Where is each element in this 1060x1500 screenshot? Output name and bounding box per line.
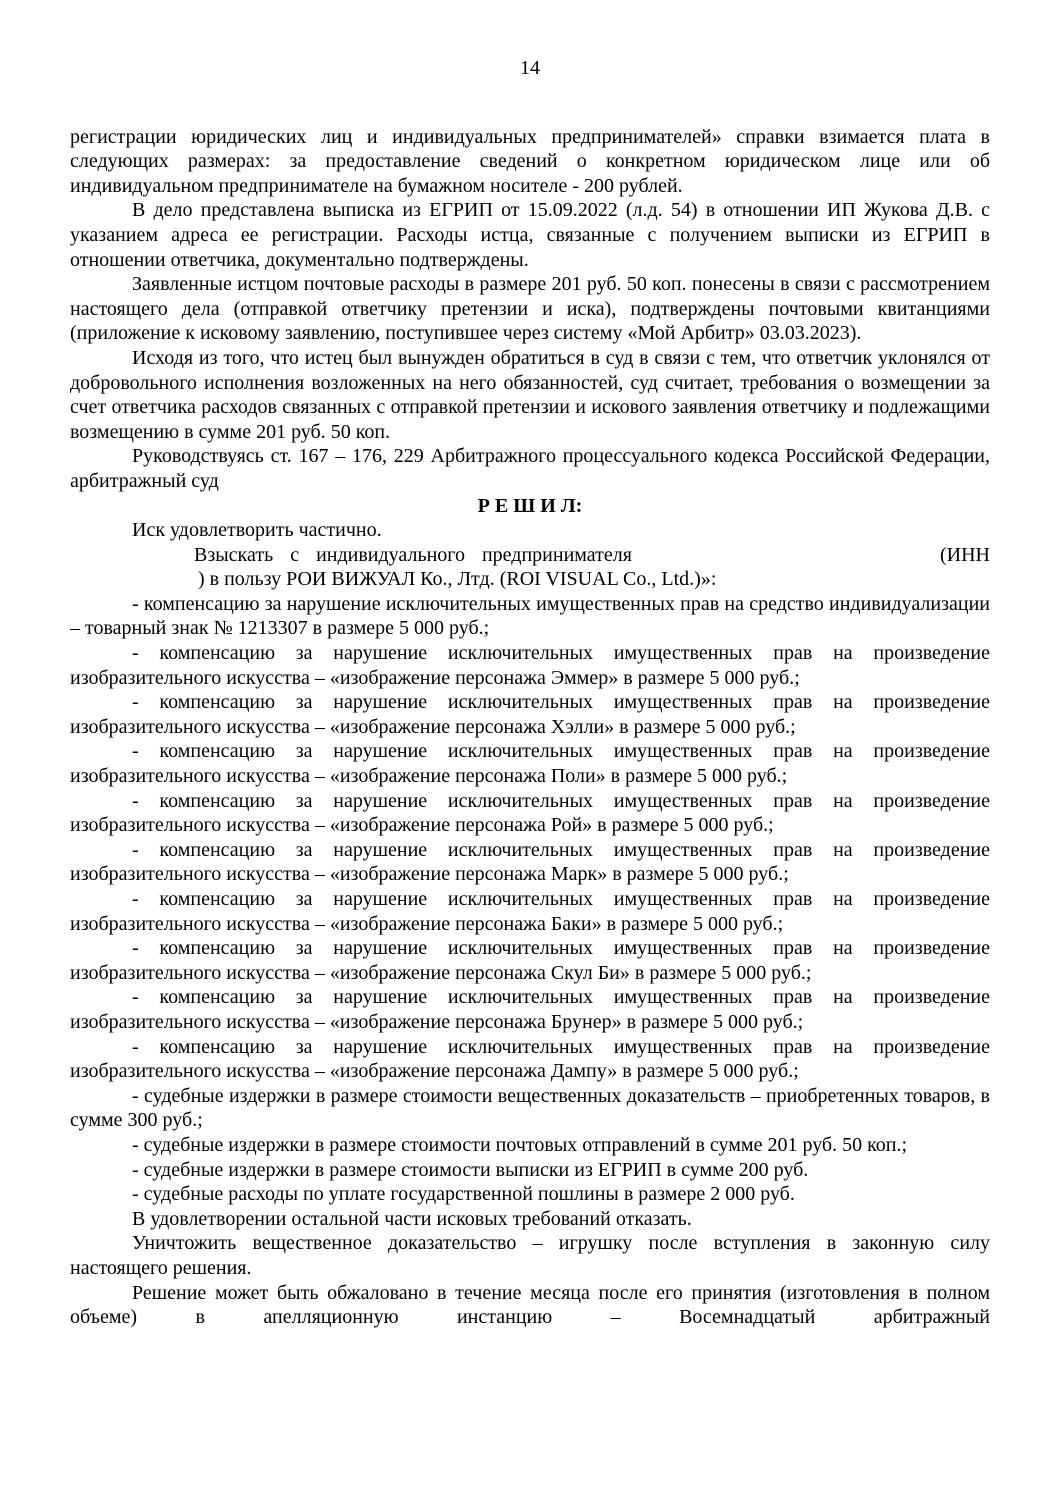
award-intro-text: Взыскать с индивидуального предпринимателя: [194, 543, 632, 566]
court-reasoning-paragraph: Исходя из того, что истец был вынужден обратиться в суд в связи с тем, что ответчик уклонялся от добровольного исполнения возложенных на него обязанностей, суд считает, требования о возмещении за счет ответчика расходов связанных с отправкой претензии и искового заявления ответчику и подлежащими возмещению в сумме 201 руб. 50 коп.: [70, 346, 990, 443]
award-item-trademark: - компенсацию за нарушение исключительных имущественных прав на средство индивидуализации – товарный знак № 1213307 в размере 5 000 руб.;: [70, 592, 990, 640]
page-number: 14: [520, 57, 540, 79]
continuation-paragraph: регистрации юридических лиц и индивидуальных предпринимателей» справки взимается плата в следующих размерах: за предоставление сведений о конкретном юридическом лице или об индивидуальном предпринимателе на бумажном носителе - 200 рублей.: [70, 125, 990, 197]
award-item-school-b: - компенсацию за нарушение исключительных имущественных прав на произведение изобразительного искусства – «изображение персонажа Скул Би» в размере 5 000 руб.;: [70, 937, 990, 984]
appeal-info-paragraph: Решение может быть обжаловано в течение месяца после его принятия (изготовления в полном объеме) в апелляционную инстанцию – Восемнадцатый арбитражный: [70, 1281, 990, 1329]
award-item-evidence-costs: - судебные издержки в размере стоимости вещественных доказательств – приобретенных товаров, в сумме 300 руб.;: [70, 1084, 990, 1132]
award-item-helly: - компенсацию за нарушение исключительных имущественных прав на произведение изобразительного искусства – «изображение персонажа Хэлли» в размере 5 000 руб.;: [70, 691, 990, 738]
award-item-bruner: - компенсацию за нарушение исключительных имущественных прав на произведение изобразительного искусства – «изображение персонажа Брунер» в размере 5 000 руб.;: [70, 986, 990, 1033]
award-item-roy: - компенсацию за нарушение исключительных имущественных прав на произведение изобразительного искусства – «изображение персонажа Рой» в размере 5 000 руб.;: [70, 789, 990, 837]
award-payee-line: ) в пользу РОИ ВИЖУАЛ Ко., Лтд. (ROI VISUAL Co., Ltd.)»:: [198, 568, 717, 591]
award-item-egrip-costs: - судебные издержки в размере стоимости выписки из ЕГРИП в сумме 200 руб.: [132, 1158, 809, 1181]
award-item-emmer: - компенсацию за нарушение исключительных имущественных прав на произведение изобразительного искусства – «изображение персонажа Эммер» в размере 5 000 руб.;: [70, 642, 990, 689]
award-item-poli: - компенсацию за нарушение исключительных имущественных прав на произведение изобразительного искусства – «изображение персонажа Поли» в размере 5 000 руб.;: [70, 740, 990, 788]
egrip-extract-paragraph: В дело представлена выписка из ЕГРИП от 15.09.2022 (л.д. 54) в отношении ИП Жукова Д.В. с указанием адреса ее регистрации. Расходы истца, связанные с получением выписки из ЕГРИП в отношении ответчика, документально подтверждены.: [70, 199, 990, 271]
claim-partially-satisfied-line: Иск удовлетворить частично.: [132, 519, 382, 542]
ruling-basis-paragraph: Руководствуясь ст. 167 – 176, 229 Арбитражного процессуального кодекса Российской Федерации, арбитражный суд: [70, 445, 990, 492]
resolution-heading: Р Е Ш И Л:: [477, 494, 583, 517]
document-body: [70, 125, 990, 1330]
destroy-evidence-paragraph: Уничтожить вещественное доказательство – игрушку после вступления в законную силу настоящего решения.: [70, 1232, 990, 1279]
remaining-claims-denied-line: В удовлетворении остальной части исковых требований отказать.: [132, 1207, 692, 1230]
award-intro-line: [70, 543, 990, 568]
award-item-postal-costs: - судебные издержки в размере стоимости почтовых отправлений в сумме 201 руб. 50 коп.;: [132, 1133, 908, 1156]
award-item-mark: - компенсацию за нарушение исключительных имущественных прав на произведение изобразительного искусства – «изображение персонажа Марк» в размере 5 000 руб.;: [70, 838, 990, 886]
award-item-state-duty: - судебные расходы по уплате государственной пошлины в размере 2 000 руб.: [132, 1183, 795, 1206]
award-item-bucky: - компенсацию за нарушение исключительных имущественных прав на произведение изобразительного искусства – «изображение персонажа Баки» в размере 5 000 руб.;: [70, 888, 990, 935]
postal-costs-paragraph: Заявленные истцом почтовые расходы в размере 201 руб. 50 коп. понесены в связи с рассмотрением настоящего дела (отправкой ответчику претензии и иска), подтверждены почтовыми квитанциями (приложение к исковому заявлению, поступившее через систему «Мой Арбитр» 03.03.2023).: [70, 273, 990, 345]
award-item-dumpoo: - компенсацию за нарушение исключительных имущественных прав на произведение изобразительного искусства – «изображение персонажа Дампу» в размере 5 000 руб.;: [70, 1035, 990, 1083]
award-inn-label: (ИНН: [940, 543, 990, 566]
